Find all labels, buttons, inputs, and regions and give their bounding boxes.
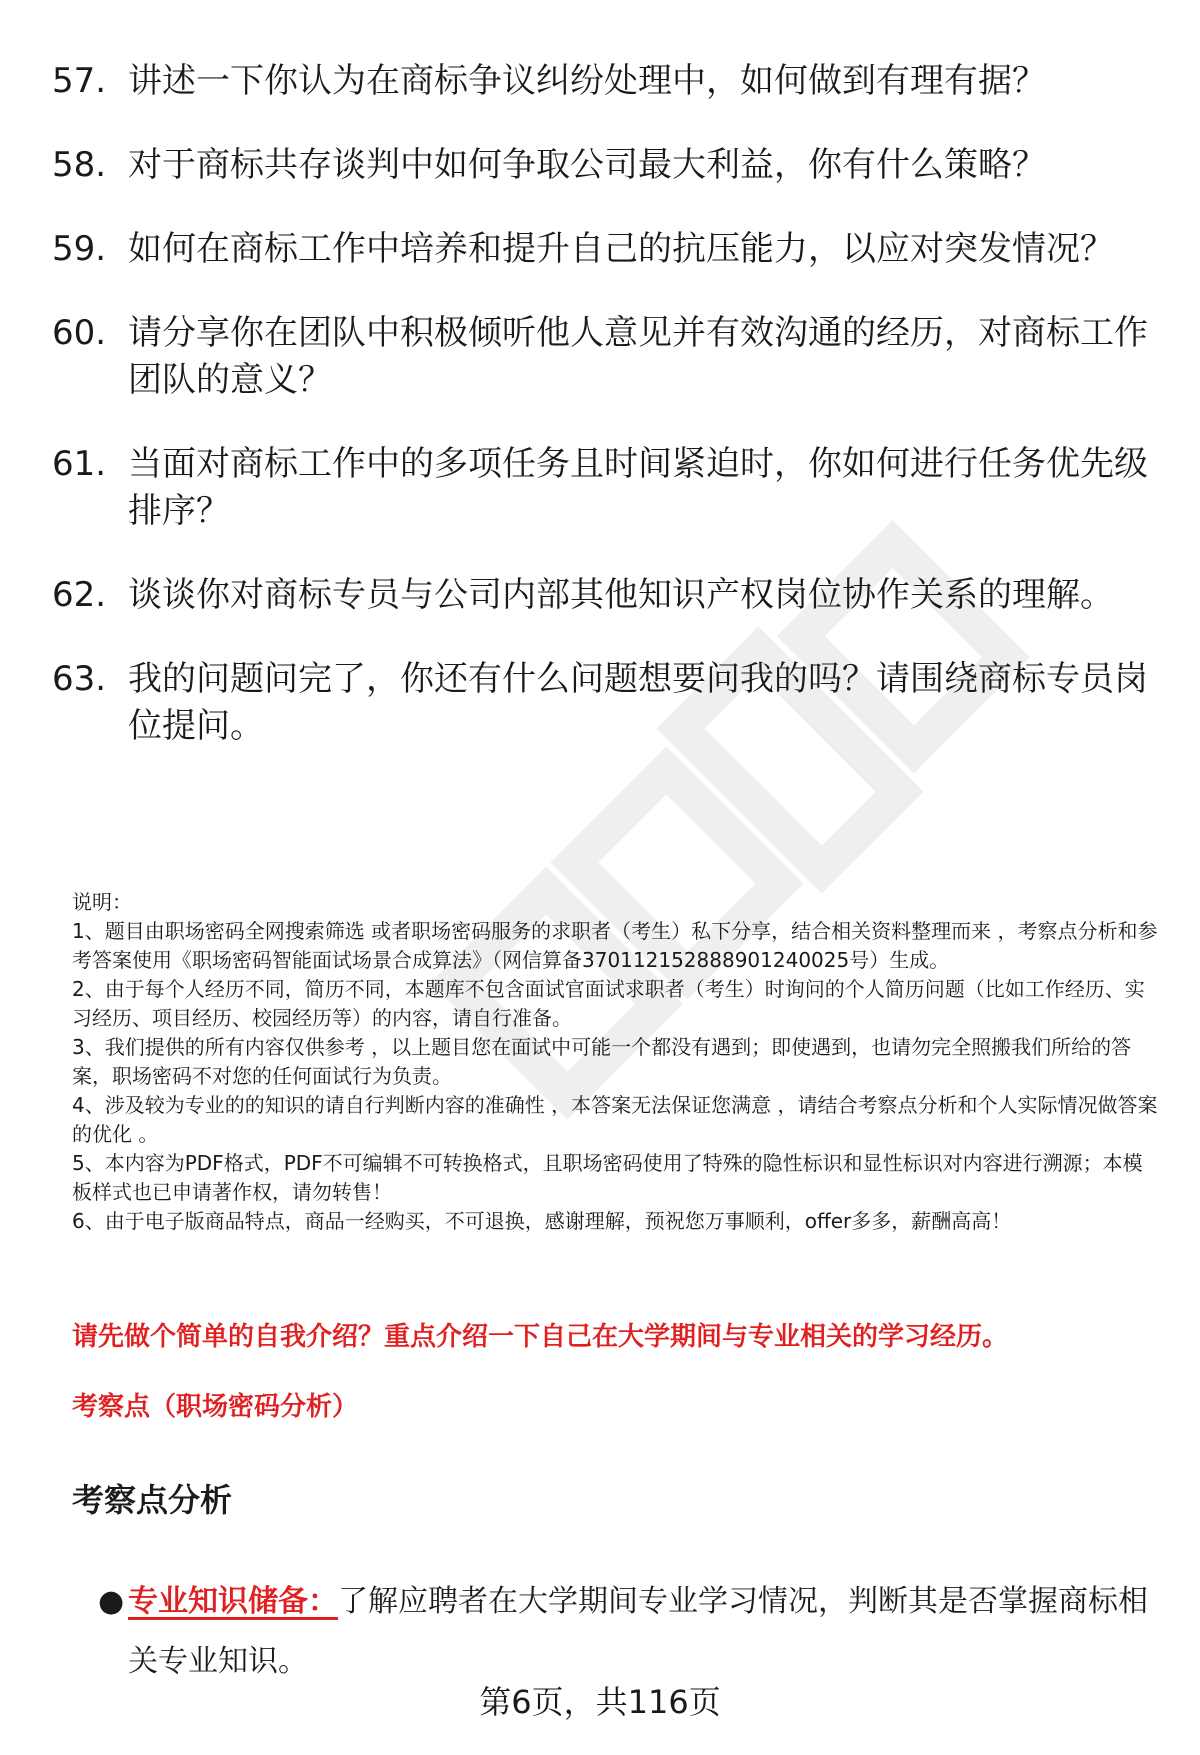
- note-item: 3、我们提供的所有内容仅供参考 ，以上题目您在面试中可能一个都没有遇到；即使遇到，也请勿完全照搬我们所给的答案，职场密码不对您的任何面试行为负责。: [72, 1035, 1132, 1088]
- question-text: 如何在商标工作中培养和提升自己的抗压能力，以应对突发情况？: [128, 229, 1114, 269]
- question-text: 请分享你在团队中积极倾听他人意见并有效沟通的经历，对商标工作团队的意义？: [128, 313, 1148, 400]
- note-item: 1、题目由职场密码全网搜索筛选 或者职场密码服务的求职者（考生）私下分享，结合相关资料整理而来 ，考察点分析和参考答案使用《职场密码智能面试场景合成算法》（网信算备370112152888901240025号）生成。: [72, 919, 1158, 972]
- question-text: 我的问题问完了，你还有什么问题想要问我的吗？请围绕商标专员岗位提问。: [128, 659, 1148, 746]
- question-number: 58.: [52, 145, 107, 185]
- question-item: [52, 226, 1152, 273]
- question-number: 61.: [52, 444, 107, 484]
- question-list: [52, 58, 1152, 787]
- bullet-term: 专业知识储备：: [128, 1584, 338, 1619]
- bullet-text: 了解应聘者在大学期间专业学习情况，判断其是否掌握商标相关专业知识。: [128, 1584, 1148, 1679]
- question-item: [52, 441, 1152, 535]
- question-number: 62.: [52, 575, 107, 615]
- question-text: 对于商标共存谈判中如何争取公司最大利益，你有什么策略？: [128, 145, 1046, 185]
- question-text: 谈谈你对商标专员与公司内部其他知识产权岗位协作关系的理解。: [128, 575, 1114, 615]
- note-item: 4、涉及较为专业的的知识的请自行判断内容的准确性 ，本答案无法保证您满意 ，请结合考察点分析和个人实际情况做答案的优化 。: [72, 1093, 1158, 1146]
- page-footer: 第6页，共116页: [479, 1683, 721, 1721]
- question-text: 当面对商标工作中的多项任务且时间紧迫时，你如何进行任务优先级排序？: [128, 444, 1148, 531]
- featured-question: 请先做个简单的自我介绍？重点介绍一下自己在大学期间与专业相关的学习经历。: [72, 1322, 1009, 1352]
- question-item: [52, 310, 1152, 404]
- bullet-item: [98, 1572, 1158, 1692]
- note-item: 5、本内容为PDF格式，PDF不可编辑不可转换格式，且职场密码使用了特殊的隐性标识和显性标识对内容进行溯源；本模板样式也已申请著作权，请勿转售！: [72, 1151, 1143, 1204]
- question-text: 讲述一下你认为在商标争议纠纷处理中，如何做到有理有据？: [128, 61, 1046, 101]
- notes-block: [72, 888, 1162, 1236]
- analysis-label: 考察点（职场密码分析）: [72, 1392, 359, 1422]
- question-number: 63.: [52, 659, 107, 699]
- question-number: 59.: [52, 229, 107, 269]
- question-item: [52, 656, 1152, 750]
- question-number: 57.: [52, 61, 107, 101]
- notes-heading: 说明：: [72, 890, 132, 914]
- bullet-body: [128, 1572, 1158, 1692]
- bullet-dot-icon: ●: [98, 1584, 125, 1619]
- section-title: 考察点分析: [72, 1481, 233, 1519]
- note-item: 6、由于电子版商品特点，商品一经购买，不可退换，感谢理解，预祝您万事顺利，offer多多，薪酬高高！: [72, 1209, 1012, 1233]
- question-number: 60.: [52, 313, 107, 353]
- note-item: 2、由于每个人经历不同，简历不同，本题库不包含面试官面试求职者（考生）时询问的个人简历问题（比如工作经历、实习经历、项目经历、校园经历等）的内容，请自行准备。: [72, 977, 1145, 1030]
- question-item: [52, 572, 1152, 619]
- question-item: [52, 58, 1152, 105]
- question-item: [52, 142, 1152, 189]
